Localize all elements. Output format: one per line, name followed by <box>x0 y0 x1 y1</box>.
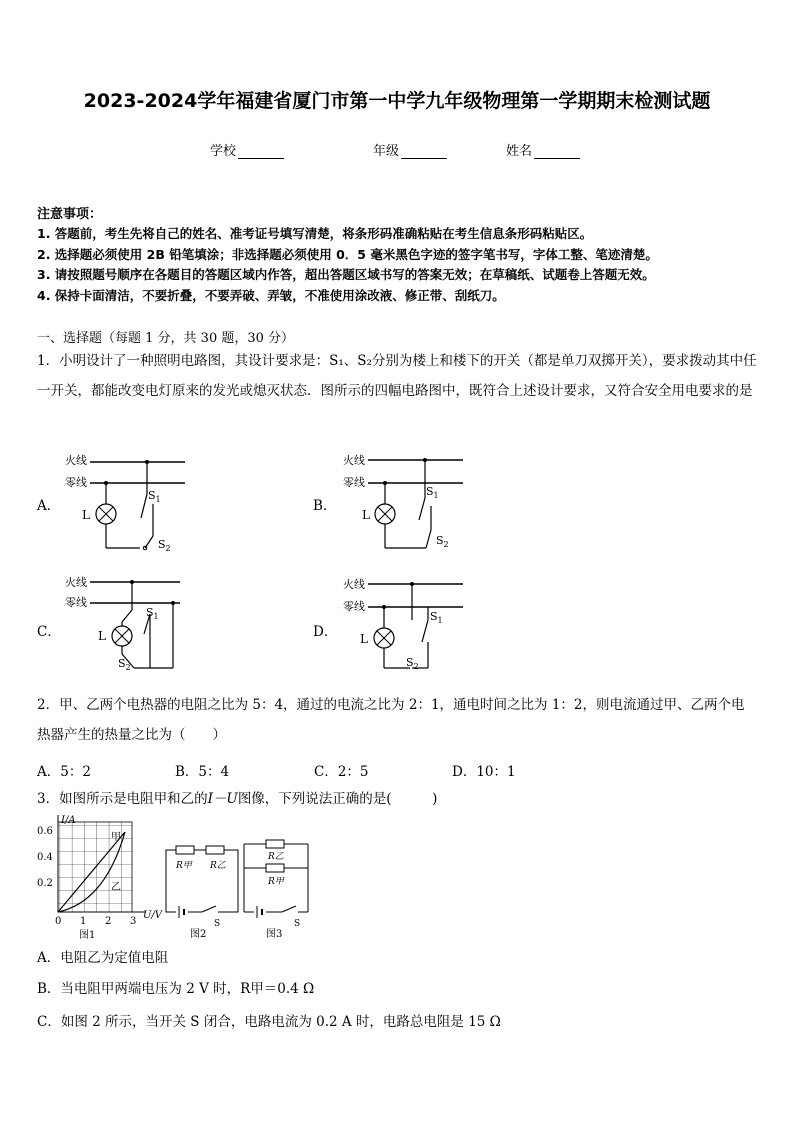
svg-text:S2: $S_2$ <box>406 656 419 671</box>
x-tick-label: 3 <box>130 916 137 927</box>
svg-text:U/V: U/V <box>143 910 163 921</box>
neutral-wire-label: 零线 <box>65 476 87 489</box>
svg-text:S2: $S_2$ <box>436 534 449 549</box>
q2-option-c[interactable]: C．2：5 <box>314 764 369 780</box>
svg-text:零线: 零线 <box>343 476 365 489</box>
q1-option-a[interactable]: A． <box>37 498 61 514</box>
q3-option-a[interactable]: A．电阻乙为定值电阻 <box>37 950 169 966</box>
svg-text:S1: $S_1$ <box>426 485 439 500</box>
svg-text:S2: $S_2$ <box>158 538 171 553</box>
page-title: 2023-2024学年福建省厦门市第一中学九年级物理第一学期期末检测试题 <box>83 90 711 112</box>
figure-caption: 图1 <box>79 930 96 940</box>
figure-caption: 图3 <box>266 929 283 940</box>
notice-item: 1. 答题前，考生先将自己的姓名、准考证号填写清楚，将条形码准确粘贴在考生信息条形码粘贴区。 <box>37 226 593 241</box>
svg-text:火线: 火线 <box>65 576 87 589</box>
notice-item: 3. 请按照题号顺序在各题目的答题区域内作答，超出答题区域书写的答案无效；在草稿纸、试题卷上答题无效。 <box>37 267 655 282</box>
svg-text:零线: 零线 <box>65 596 87 609</box>
switch-s1-icon <box>141 494 147 518</box>
q3-option-c[interactable]: C．如图 2 所示，当开关 S 闭合，电路电流为 0.2 A 时，电路总电阻是 15 Ω <box>37 1014 501 1030</box>
svg-text:S1: $S_1$ <box>146 606 159 621</box>
circuit-diagram-d <box>338 572 478 682</box>
svg-text:S1: $S_1$ <box>148 489 161 504</box>
notice-item: 4. 保持卡面清洁，不要折叠，不要弄破、弄皱，不准使用涂改液、修正带、刮纸刀。 <box>37 288 505 303</box>
svg-text:R甲: R甲 <box>268 877 284 887</box>
question-2-text: 2．甲、乙两个电热器的电阻之比为 5：4，通过的电流之比为 2：1，通电时间之比为 1：2，则电流通过甲、乙两个电热器产生的热量之比为（ ） <box>37 697 745 743</box>
notice-item: 2. 选择题必须使用 2B 铅笔填涂；非选择题必须使用 0．5 毫米黑色字迹的签字笔书写，字体工整、笔迹清楚。 <box>37 247 658 262</box>
q2-option-b[interactable]: B．5：4 <box>175 764 230 780</box>
question-1-text: 1．小明设计了一种照明电路图，其设计要求是：S₁、S₂分别为楼上和楼下的开关（都是单刀双掷开关），要求拨动其中任一开关，都能改变电灯原来的发光或熄灭状态．图所示的四幅电路图中，既符合上述设计要求，又符合安全用电要求的是 <box>37 353 757 399</box>
curve-jia-label: 甲 <box>111 832 121 843</box>
grade-field[interactable]: 年级 <box>373 140 447 159</box>
circuit-diagram-b <box>338 448 478 558</box>
resistor-icon <box>266 840 284 848</box>
circuit-diagram-c <box>60 570 200 680</box>
curve-yi-label: 乙 <box>111 882 121 893</box>
q1-option-d[interactable]: D． <box>313 624 338 640</box>
q1-option-c[interactable]: C． <box>37 624 61 640</box>
svg-text:I/A: I/A <box>61 815 76 826</box>
y-tick-label: 0.6 <box>37 826 53 837</box>
figure-caption: 图2 <box>190 929 207 940</box>
lamp-icon <box>96 504 116 524</box>
svg-text:S: S <box>294 919 301 929</box>
resistor-icon <box>206 846 224 854</box>
svg-text:S2: $S_2$ <box>118 657 131 672</box>
lamp-icon <box>112 626 132 646</box>
q2-option-d[interactable]: D．10：1 <box>452 764 516 780</box>
x-tick-label: 2 <box>105 916 112 927</box>
notice-heading: 注意事项： <box>37 207 103 222</box>
resistor-icon <box>266 864 284 872</box>
svg-text:火线: 火线 <box>343 454 365 467</box>
question-3-text: 3．如图所示是电阻甲和乙的I－U图像，下列说法正确的是( ) <box>37 791 438 807</box>
svg-text:火线: 火线 <box>343 578 365 591</box>
svg-text:L: L <box>98 629 106 643</box>
svg-text:R甲: R甲 <box>176 861 192 871</box>
svg-text:R乙: R乙 <box>268 852 284 862</box>
y-tick-label: 0.2 <box>37 878 53 889</box>
x-tick-label: 1 <box>80 916 87 927</box>
svg-text:R乙: R乙 <box>210 861 226 871</box>
q2-option-a[interactable]: A．5：2 <box>37 764 91 780</box>
svg-text:L: L <box>82 508 90 522</box>
lamp-icon <box>374 628 394 648</box>
school-field[interactable]: 学校 <box>210 140 284 159</box>
x-tick-label: 0 <box>55 916 62 927</box>
svg-text:L: L <box>362 508 370 522</box>
resistor-icon <box>176 846 194 854</box>
section-heading: 一、选择题（每题 1 分，共 30 题，30 分） <box>37 331 295 346</box>
lamp-icon <box>375 504 395 524</box>
iu-graph-figure <box>35 812 165 940</box>
svg-text:S: S <box>214 919 221 929</box>
circuit-figure-3 <box>238 838 323 940</box>
y-tick-label: 0.4 <box>37 852 53 863</box>
circuit-figure-2 <box>162 840 244 940</box>
circuit-diagram-a <box>60 448 200 558</box>
name-field[interactable]: 姓名 <box>506 140 580 159</box>
svg-text:L: L <box>360 632 368 646</box>
svg-text:S1: $S_1$ <box>430 610 443 625</box>
svg-text:零线: 零线 <box>343 600 365 613</box>
live-wire-label: 火线 <box>65 454 87 467</box>
q1-option-b[interactable]: B． <box>313 498 337 514</box>
q3-option-b[interactable]: B．当电阻甲两端电压为 2 V 时，R甲＝0.4 Ω <box>37 981 315 997</box>
